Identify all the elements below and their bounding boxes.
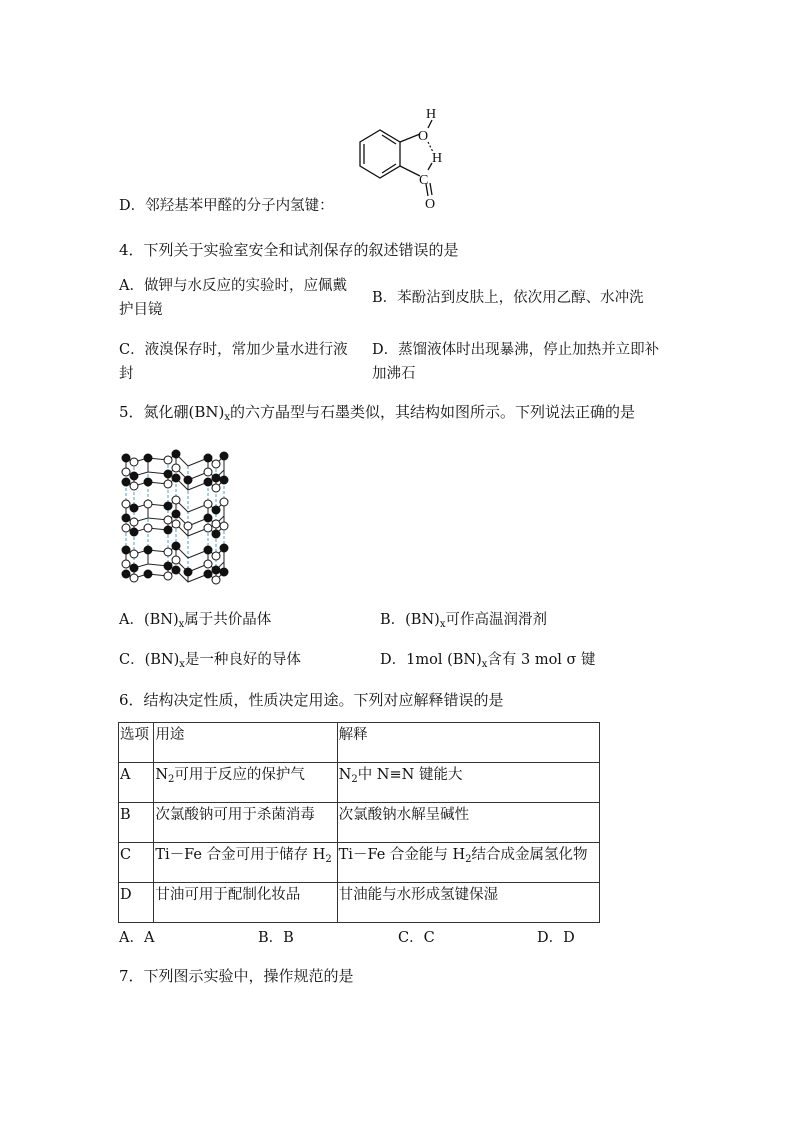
atom-open xyxy=(130,574,138,582)
atom-open xyxy=(212,520,220,528)
atom-filled xyxy=(220,452,228,460)
atom-filled xyxy=(130,528,138,536)
q6-answer-b: B．B xyxy=(258,930,294,946)
q4-option-d xyxy=(372,338,659,386)
atom-filled xyxy=(122,570,130,578)
atom-filled xyxy=(172,510,180,518)
atom-filled xyxy=(122,546,130,554)
atom-open xyxy=(130,458,138,466)
atom-open xyxy=(172,464,180,472)
mol-o-top: O xyxy=(418,129,429,144)
q4-option-a-line2: 护目镜 xyxy=(119,302,163,318)
q4-option-c xyxy=(119,338,348,386)
atom-open xyxy=(144,524,152,532)
atom-filled xyxy=(220,544,228,552)
atom-open xyxy=(220,498,228,506)
q4-stem: 4．下列关于实验室安全和试剂保存的叙述错误的是 xyxy=(119,241,459,259)
atom-filled xyxy=(204,546,212,554)
q6-answer-a: A．A xyxy=(119,930,155,946)
atom-filled xyxy=(172,474,180,482)
atom-filled xyxy=(144,454,152,462)
atom-open xyxy=(164,456,172,464)
q6-answer-c: C．C xyxy=(398,930,435,946)
atom-filled xyxy=(204,478,212,486)
mol-h-top: H xyxy=(426,107,437,122)
q6-table xyxy=(118,722,600,923)
atom-open xyxy=(122,524,130,532)
atom-open xyxy=(164,516,172,524)
row-key: A xyxy=(119,763,154,803)
atom-filled xyxy=(130,564,138,572)
atom-open xyxy=(212,552,220,560)
atom-open xyxy=(172,556,180,564)
mol-o-bottom: O xyxy=(425,197,436,212)
atom-filled xyxy=(204,570,212,578)
atom-open xyxy=(144,500,152,508)
table-row xyxy=(119,883,600,923)
bn-crystal-structure xyxy=(118,440,230,585)
row-explanation: 次氯酸钠水解呈碱性 xyxy=(337,803,599,843)
atom-filled xyxy=(172,542,180,550)
q4-option-b: B．苯酚沾到皮肤上，依次用乙醇、水冲洗 xyxy=(372,290,644,306)
atom-open xyxy=(212,576,220,584)
row-key: C xyxy=(119,843,154,883)
row-use: $N_2$可用于反应的保护气 xyxy=(154,763,337,803)
row-use: 次氯酸钠可用于杀菌消毒 xyxy=(154,803,337,843)
atom-filled xyxy=(122,478,130,486)
atom-filled xyxy=(204,514,212,522)
atom-filled xyxy=(122,514,130,522)
atom-filled xyxy=(212,474,220,482)
atom-open xyxy=(122,560,130,568)
atom-filled xyxy=(220,568,228,576)
q5-option-a: A．$(BN)_x$属于共价晶体 xyxy=(119,612,272,630)
atom-filled xyxy=(184,568,192,576)
q4-option-d-line2: 加沸石 xyxy=(372,366,416,382)
atom-open xyxy=(212,460,220,468)
q5-option-d: D．1mol $(BN)_x$含有 3 mol σ 键 xyxy=(380,652,596,670)
q5-option-c: C．$(BN)_x$是一种良好的导体 xyxy=(119,652,301,670)
atom-open xyxy=(172,496,180,504)
atom-filled xyxy=(164,502,172,510)
atom-open xyxy=(130,518,138,526)
mol-c: C xyxy=(419,173,429,188)
header-use: 用途 xyxy=(154,723,337,763)
header-explanation: 解释 xyxy=(337,723,599,763)
table-row xyxy=(119,763,600,803)
atom-open xyxy=(204,468,212,476)
atom-filled xyxy=(204,454,212,462)
row-explanation: Ti－Fe 合金能与 $H_2$结合成金属氢化物 xyxy=(337,843,599,883)
atom-open xyxy=(164,548,172,556)
atom-filled xyxy=(144,546,152,554)
row-explanation: 甘油能与水形成氢键保湿 xyxy=(337,883,599,923)
row-use: Ti－Fe 合金可用于储存 $H_2$ xyxy=(154,843,337,883)
q5-stem: 5．氮化硼$(BN)_x$的六方晶型与石墨类似，其结构如图所示。下列说法正确的是 xyxy=(119,403,636,423)
table-row xyxy=(119,803,600,843)
table-row xyxy=(119,843,600,883)
row-explanation: $N_2$中 N≡N 键能大 xyxy=(337,763,599,803)
o-hydroxybenzaldehyde-structure xyxy=(340,100,470,212)
atom-open xyxy=(130,482,138,490)
atom-filled xyxy=(172,566,180,574)
atom-filled xyxy=(122,454,130,462)
atom-open xyxy=(122,500,130,508)
atom-open xyxy=(184,522,192,530)
q6-answer-d: D．D xyxy=(537,930,575,946)
table-header-row xyxy=(119,723,600,763)
atom-filled xyxy=(164,470,172,478)
atom-filled xyxy=(164,562,172,570)
atom-filled xyxy=(130,504,138,512)
atom-open xyxy=(220,522,228,530)
atom-filled xyxy=(144,478,152,486)
q4-option-d-line1: D．蒸馏液体时出现暴沸，停止加热并立即补 xyxy=(372,342,660,358)
atom-filled xyxy=(172,450,180,458)
atom-open xyxy=(122,468,130,476)
q4-option-a xyxy=(119,274,347,322)
atom-open xyxy=(212,484,220,492)
q4-option-a-line1: A．做钾与水反应的实验时，应佩戴 xyxy=(119,278,347,294)
atom-filled xyxy=(130,472,138,480)
row-key: B xyxy=(119,803,154,843)
atom-filled xyxy=(184,476,192,484)
q5-option-b: B．$(BN)_x$可作高温润滑剂 xyxy=(380,612,547,630)
atom-open xyxy=(164,572,172,580)
atom-filled xyxy=(164,526,172,534)
q3-option-d: D．邻羟基苯甲醛的分子内氢键： xyxy=(119,198,334,214)
atom-filled xyxy=(220,476,228,484)
atom-open xyxy=(130,550,138,558)
atom-filled xyxy=(144,570,152,578)
atom-open xyxy=(164,480,172,488)
atom-filled xyxy=(212,566,220,574)
mol-h-mid: H xyxy=(432,151,443,166)
atom-open xyxy=(204,524,212,532)
row-use: 甘油可用于配制化妆品 xyxy=(154,883,337,923)
atom-open xyxy=(204,560,212,568)
atom-filled xyxy=(212,506,220,514)
q4-option-c-line2: 封 xyxy=(119,366,134,382)
atom-open xyxy=(204,500,212,508)
row-key: D xyxy=(119,883,154,923)
atom-open xyxy=(172,520,180,528)
q7-stem: 7．下列图示实验中，操作规范的是 xyxy=(119,967,354,985)
q6-stem: 6．结构决定性质，性质决定用途。下列对应解释错误的是 xyxy=(119,691,504,709)
atom-filled xyxy=(212,530,220,538)
q4-option-c-line1: C．液溴保存时，常加少量水进行液 xyxy=(119,342,348,358)
header-option: 选项 xyxy=(119,723,154,763)
